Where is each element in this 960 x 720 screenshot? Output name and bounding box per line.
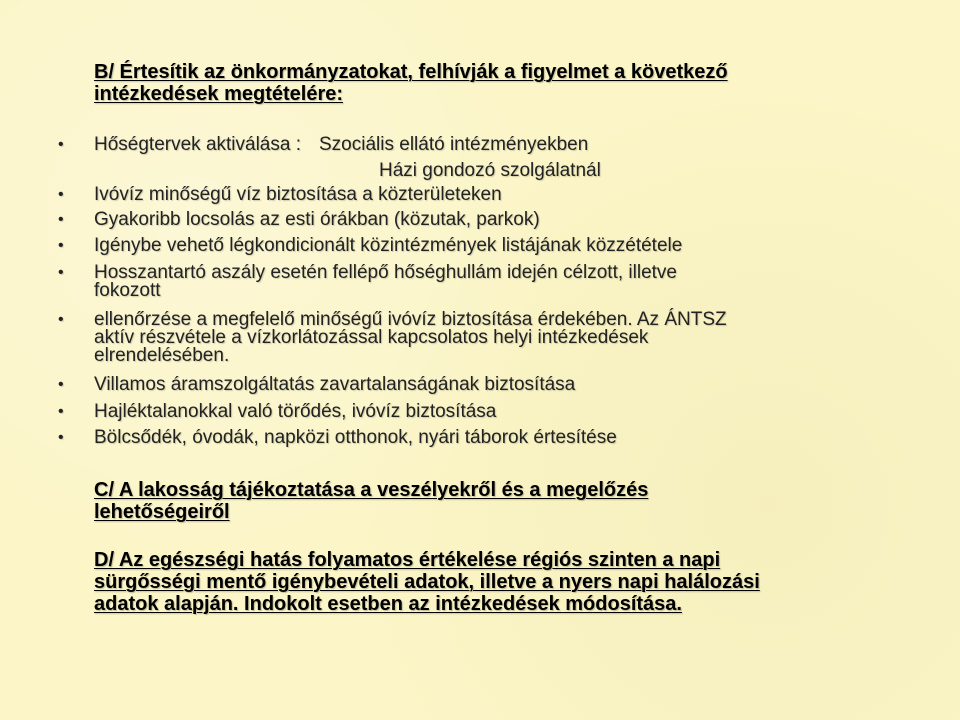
- bullet-icon: •: [58, 237, 64, 254]
- list-item: [58, 235, 914, 256]
- bullet-icon: •: [58, 136, 64, 153]
- section-d-heading-line: adatok alapján. Indokolt esetben az intézkedések módosítása.: [94, 593, 682, 615]
- bullet-icon: •: [58, 264, 64, 281]
- list-item-value: Szociális ellátó intézményekben: [319, 134, 589, 155]
- list-item-label: Hőségtervek aktiválása :: [94, 134, 301, 155]
- section-b-heading-line: B/ Értesítik az önkormányzatokat, felhívják a figyelmet a következő: [94, 61, 728, 83]
- list-item-text: Villamos áramszolgáltatás zavartalanságának biztosítása: [94, 374, 576, 395]
- list-item-line: aktív részvétele a vízkorlátozással kapcsolatos helyi intézkedések: [94, 327, 649, 348]
- list-item: [58, 374, 914, 395]
- list-item: [58, 309, 914, 366]
- list-item: [58, 262, 914, 301]
- list-item: [58, 427, 914, 448]
- list-item-value: Házi gondozó szolgálatnál: [379, 160, 601, 181]
- list-item-text: Ivóvíz minőségű víz biztosítása a közterületeken: [94, 184, 502, 205]
- list-item-text: Gyakoribb locsolás az esti órákban (közutak, parkok): [94, 209, 540, 230]
- bullet-icon: •: [58, 376, 64, 393]
- section-c-heading: [94, 479, 894, 523]
- section-b-heading-line: intézkedések megtételére:: [94, 83, 344, 105]
- list-item: [58, 401, 914, 422]
- section-d-heading-line: sürgősségi mentő igénybevételi adatok, illetve a nyers napi halálozási: [94, 571, 760, 593]
- list-item-line: [94, 136, 914, 154]
- list-item-text: Hajléktalanokkal való törődés, ivóvíz biztosítása: [94, 401, 497, 422]
- section-d-heading: [94, 549, 894, 615]
- list-item: [58, 134, 914, 181]
- list-item: [58, 184, 914, 205]
- bullet-icon: •: [58, 311, 64, 328]
- bullet-icon: •: [58, 186, 64, 203]
- bullet-icon: •: [58, 403, 64, 420]
- section-c-heading-line: C/ A lakosság tájékoztatása a veszélyekről és a megelőzés: [94, 479, 649, 501]
- list-item-text: Bölcsődék, óvodák, napközi otthonok, nyári táborok értesítése: [94, 427, 617, 448]
- list-item: [58, 209, 914, 230]
- section-b-heading: [94, 61, 894, 105]
- list-item-line: ellenőrzése a megfelelő minőségű ivóvíz biztosítása érdekében. Az ÁNTSZ: [94, 309, 727, 330]
- section-d-heading-line: D/ Az egészségi hatás folyamatos értékelése régiós szinten a napi: [94, 549, 721, 571]
- bullet-icon: •: [58, 429, 64, 446]
- list-item-line: Hosszantartó aszály esetén fellépő hőséghullám idején célzott, illetve: [94, 262, 677, 283]
- section-c-heading-line: lehetőségeiről: [94, 501, 230, 523]
- list-item-line: fokozott: [94, 280, 161, 301]
- list-item-line: elrendelésében.: [94, 345, 230, 366]
- bullet-icon: •: [58, 211, 64, 228]
- list-item-text: Igénybe vehető légkondicionált közintézmények listájának közzététele: [94, 235, 683, 256]
